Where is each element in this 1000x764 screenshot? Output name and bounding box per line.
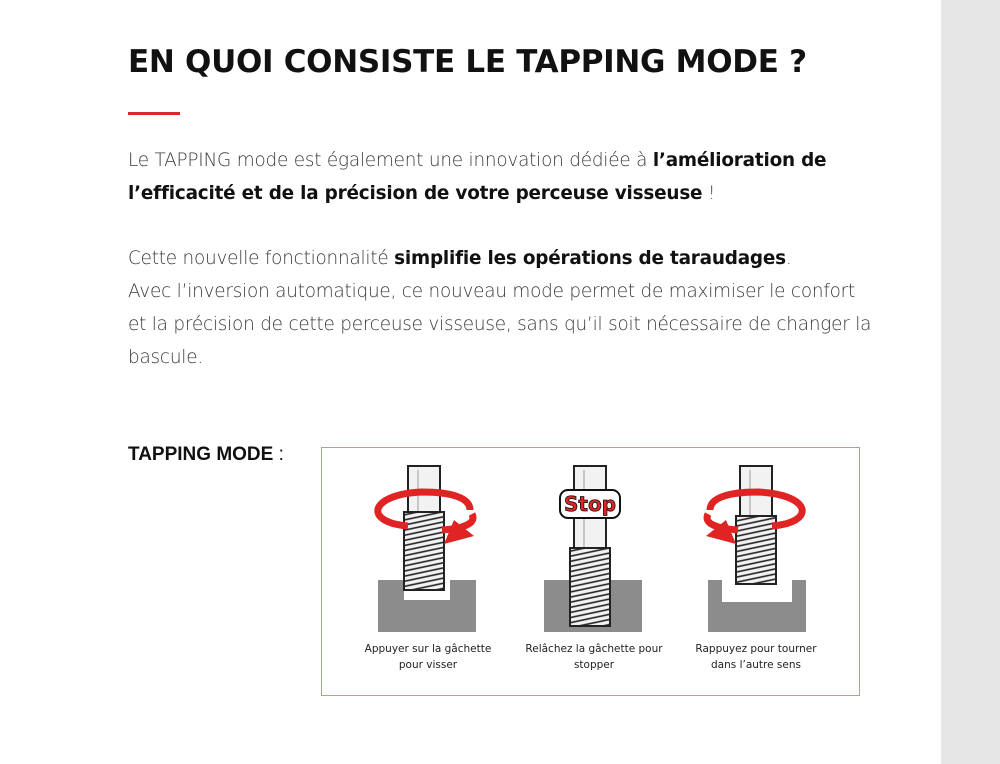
- feature-text: Cette nouvelle fonctionnalité: [128, 248, 395, 269]
- step2-caption: Relâchez la gâchette pour stopper: [525, 643, 663, 671]
- title-underline: [128, 112, 180, 115]
- step1-thread: [404, 512, 444, 590]
- step3-thread: [736, 516, 776, 584]
- step3-caption: Rappuyez pour tourner dans l’autre sens: [695, 643, 817, 671]
- intro-paragraph: [128, 144, 878, 210]
- step2-thread: [570, 548, 610, 626]
- intro-bold-text: l’amélioration de l’efficacité et de la précision de votre perceuse visseuse: [128, 150, 827, 204]
- feature-bold-text: simplifie les opérations de taraudages: [394, 248, 786, 269]
- feature-rest-text: Avec l’inversion automatique, ce nouveau mode permet de maximiser le confort et la précision de cette perceuse visseuse, sans qu’il soit nécessaire de changer la bascule.: [128, 281, 872, 368]
- step1-caption: Appuyer sur la gâchette pour visser: [364, 643, 492, 671]
- tapping-mode-label-bold: TAPPING MODE: [128, 444, 274, 465]
- tapping-mode-label: [128, 444, 284, 466]
- right-sidebar: [941, 0, 1000, 764]
- tapping-diagram: [321, 447, 860, 696]
- tapping-mode-label-colon: :: [273, 444, 284, 465]
- feature-paragraph: [128, 242, 878, 374]
- page-title: EN QUOI CONSISTE LE TAPPING MODE ?: [128, 44, 807, 80]
- stop-text: Stop: [563, 492, 617, 516]
- step3-illustration: [706, 466, 806, 632]
- step2-illustration: [544, 466, 642, 632]
- intro-text: Le TAPPING mode est également une innovation dédiée à: [128, 150, 653, 171]
- feature-suffix: .: [785, 248, 792, 269]
- intro-suffix: !: [702, 183, 716, 204]
- step1-illustration: [378, 466, 476, 632]
